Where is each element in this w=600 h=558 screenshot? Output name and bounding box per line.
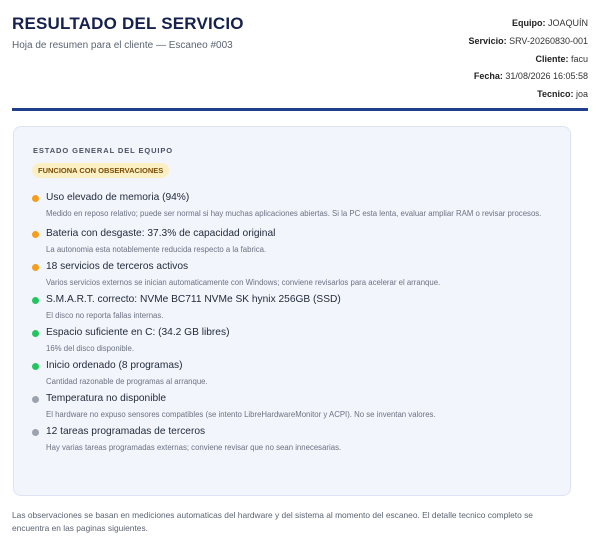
meta-servicio: Servicio: SRV-20260830-001 [468,35,588,46]
list-item [32,325,556,355]
item-title: S.M.A.R.T. correcto: NVMe BC711 NVMe SK hynix 256GB (SSD) [46,294,341,305]
item-description: Medido en reposo relativo; puede ser normal si hay muchas aplicaciones abiertas. Si la PC esta lenta, evaluar ampliar RAM o revisar procesos. [46,209,542,218]
status-list [32,190,556,454]
header-divider [12,108,588,111]
meta-tecnico: Tecnico: joa [537,89,588,100]
list-item [32,391,556,421]
status-dot-icon [32,264,39,271]
item-description: 16% del disco disponible. [46,344,134,353]
meta-cliente: Cliente: facu [535,53,588,64]
status-dot-icon [32,297,39,304]
status-badge: FUNCIONA CON OBSERVACIONES [32,163,169,178]
meta-fecha: Fecha: 31/08/2026 16:05:58 [473,71,588,82]
list-item [32,424,556,454]
status-card [13,126,571,496]
report-header [12,0,588,110]
status-dot-icon [32,396,39,403]
item-description: Varios servicios externos se inician automaticamente con Windows; conviene revisarlos para acelerar el arranque. [46,278,441,287]
list-item [32,358,556,388]
item-description: Hay varias tareas programadas externas; conviene revisar que no sean innecesarias. [46,443,342,452]
list-item [32,226,556,256]
item-title: Espacio suficiente en C: (34.2 GB libres) [46,327,230,338]
item-title: 12 tareas programadas de terceros [46,426,206,437]
page-subtitle: Hoja de resumen para el cliente — Escaneo #003 [12,40,233,51]
item-title: Temperatura no disponible [46,393,167,404]
item-title: Bateria con desgaste: 37.3% de capacidad original [46,228,276,239]
status-dot-icon [32,363,39,370]
item-description: La autonomia esta notablemente reducida respecto a la fabrica. [46,245,267,254]
list-item [32,292,556,322]
status-dot-icon [32,429,39,436]
meta-equipo: Equipo: JOAQUÍN [511,18,588,28]
service-metadata [469,15,588,104]
item-title: 18 servicios de terceros activos [46,261,189,272]
list-item [32,259,556,289]
footer-note: Las observaciones se basan en mediciones automaticas del hardware y del sistema al momento del escaneo. El detalle tecnico completo se encuentra en las paginas siguientes. [12,510,533,533]
status-dot-icon [32,195,39,202]
item-title: Inicio ordenado (8 programas) [46,360,183,371]
item-description: Cantidad razonable de programas al arranque. [46,377,208,386]
page-title: RESULTADO DEL SERVICIO [12,14,244,33]
item-title: Uso elevado de memoria (94%) [46,192,190,203]
section-title: ESTADO GENERAL DEL EQUIPO [33,146,174,155]
item-description: El disco no reporta fallas internas. [46,311,164,320]
item-description: El hardware no expuso sensores compatibles (se intento LibreHardwareMonitor y ACPI). No se inventan valores. [46,410,436,419]
status-dot-icon [32,231,39,238]
status-dot-icon [32,330,39,337]
list-item [32,190,556,220]
